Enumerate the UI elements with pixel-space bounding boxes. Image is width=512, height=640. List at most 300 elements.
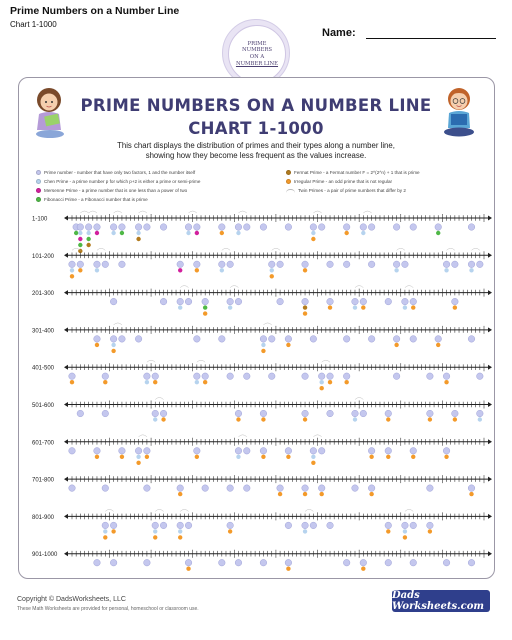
twin-prime-arc <box>155 398 163 400</box>
prime-dot <box>119 448 126 455</box>
usage-note: These Math Worksheets are provided for personal, homeschool or classroom use. <box>17 606 199 612</box>
chen-prime-dot <box>303 529 307 533</box>
chen-prime-dot <box>236 231 240 235</box>
legend-text: Fermat Prime - a Fermat number F = 2^(2^n) + 1 that is prime <box>294 170 420 175</box>
prime-dot <box>443 559 450 566</box>
twin-prime-arc <box>355 398 363 400</box>
prime-dot <box>185 522 192 529</box>
axis-arrow-left-icon <box>64 439 68 444</box>
irregular-prime-dot <box>286 343 290 347</box>
prime-dot <box>477 261 484 268</box>
irregular-prime-dot <box>120 455 124 459</box>
irregular-prime-dot <box>386 455 390 459</box>
irregular-prime-dot <box>344 380 348 384</box>
chen-prime-dot <box>270 268 274 272</box>
prime-dot <box>77 261 84 268</box>
twin-prime-arc <box>114 323 122 325</box>
prime-dot <box>443 261 450 268</box>
axis-arrow-right-icon <box>488 216 492 221</box>
irregular-prime-dot <box>220 231 224 235</box>
prime-dot <box>302 410 309 417</box>
prime-dot <box>135 448 142 455</box>
chen-prime-dot <box>178 305 182 309</box>
range-label: 401-500 <box>32 365 55 372</box>
fibonacci-prime-dot <box>78 243 82 247</box>
prime-dot <box>227 522 234 529</box>
prime-dot <box>152 373 159 380</box>
prime-dot <box>102 410 109 417</box>
twin-prime-arc <box>189 211 197 213</box>
chart-title: PRIME NUMBERS ON A NUMBER LINE <box>80 96 432 115</box>
twin-prime-arc <box>139 211 147 213</box>
twin-prime-arc <box>305 509 313 511</box>
prime-dot <box>410 298 417 305</box>
twin-prime-arc <box>313 211 321 213</box>
irregular-prime-dot <box>195 268 199 272</box>
badge-line: NUMBER LINE <box>235 60 279 67</box>
chen-prime-dot <box>86 231 90 235</box>
badge-line: PRIME <box>247 40 267 47</box>
prime-dot <box>410 522 417 529</box>
irregular-prime-dot <box>436 343 440 347</box>
prime-dot <box>410 336 417 343</box>
fermat-prime-dot <box>136 237 140 241</box>
prime-dot <box>368 336 375 343</box>
mersenne-prime-dot <box>95 231 99 235</box>
number-line-row <box>32 248 492 278</box>
prime-dot <box>327 373 334 380</box>
prime-dot <box>119 261 126 268</box>
twin-prime-arc <box>114 211 122 213</box>
twin-prime-arc <box>97 248 105 250</box>
range-label: 901-1000 <box>32 552 58 559</box>
twin-prime-arc <box>472 248 480 250</box>
axis-arrow-right-icon <box>488 290 492 295</box>
range-label: 301-400 <box>32 328 55 335</box>
prime-dot <box>219 559 226 566</box>
prime-dot <box>427 373 434 380</box>
prime-dot <box>393 224 400 231</box>
irregular-prime-dot <box>136 461 140 465</box>
irregular-prime-dot <box>369 455 373 459</box>
range-label: 201-300 <box>32 291 55 298</box>
irregular-prime-dot <box>153 380 157 384</box>
irregular-prime-dot <box>428 529 432 533</box>
irregular-prime-dot <box>278 492 282 496</box>
prime-dot <box>318 485 325 492</box>
irregular-prime-dot <box>386 529 390 533</box>
prime-dot <box>352 298 359 305</box>
brand-logo: Dads Worksheets.com <box>392 590 490 612</box>
prime-dot <box>69 485 76 492</box>
chen-prime-dot <box>195 380 199 384</box>
prime-dot <box>185 298 192 305</box>
prime-dot <box>452 298 459 305</box>
irregular-prime-dot <box>161 417 165 421</box>
range-label: 101-200 <box>32 253 55 260</box>
fibonacci-prime-dot <box>203 305 207 309</box>
chen-prime-dot <box>236 455 240 459</box>
prime-dot <box>94 224 101 231</box>
twin-prime-arc <box>405 509 413 511</box>
irregular-prime-dot <box>95 343 99 347</box>
prime-dot <box>277 485 284 492</box>
mersenne-prime-dot <box>195 231 199 235</box>
range-label: 801-900 <box>32 514 55 521</box>
fibonacci-prime-dot <box>74 231 78 235</box>
twin-prime-arc <box>238 435 246 437</box>
prime-dot <box>152 410 159 417</box>
prime-dot <box>235 448 242 455</box>
chen-prime-dot <box>361 231 365 235</box>
prime-dot <box>393 373 400 380</box>
irregular-prime-dot <box>469 492 473 496</box>
prime-dot <box>235 298 242 305</box>
irregular-prime-dot <box>369 492 373 496</box>
irregular-prime-dot <box>186 567 190 571</box>
axis-arrow-left-icon <box>64 290 68 295</box>
irregular-prime-dot <box>153 535 157 539</box>
prime-dot <box>360 559 367 566</box>
prime-dot <box>235 224 242 231</box>
prime-dot <box>235 559 242 566</box>
prime-dot <box>360 224 367 231</box>
number-line-row <box>32 323 492 353</box>
prime-dot <box>135 224 142 231</box>
prime-dot <box>368 261 375 268</box>
badge-line: ON A <box>249 54 265 60</box>
irregular-prime-dot <box>453 305 457 309</box>
prime-dot <box>160 522 167 529</box>
twin-prime-arc <box>89 211 97 213</box>
prime-dot <box>302 261 309 268</box>
chen-prime-dot <box>311 455 315 459</box>
number-line-row <box>32 211 492 253</box>
prime-dot <box>194 261 201 268</box>
prime-dot <box>260 224 267 231</box>
irregular-prime-dot <box>344 231 348 235</box>
prime-dot <box>77 224 84 231</box>
irregular-prime-dot <box>428 417 432 421</box>
prime-dot <box>402 261 409 268</box>
prime-dot <box>243 224 250 231</box>
prime-dot <box>285 559 292 566</box>
prime-dot <box>302 298 309 305</box>
twin-prime-arc <box>155 509 163 511</box>
prime-dot <box>260 559 267 566</box>
prime-dot <box>194 224 201 231</box>
prime-dot <box>110 559 117 566</box>
prime-dot <box>119 224 126 231</box>
prime-dot <box>119 336 126 343</box>
prime-dot <box>435 336 442 343</box>
prime-dot <box>310 224 317 231</box>
prime-dot <box>310 336 317 343</box>
chen-prime-dot <box>103 529 107 533</box>
prime-dot <box>177 485 184 492</box>
axis-arrow-right-icon <box>488 365 492 370</box>
prime-dot <box>468 224 475 231</box>
twin-prime-arc <box>180 286 188 288</box>
prime-dot <box>69 261 76 268</box>
irregular-prime-dot <box>228 529 232 533</box>
prime-dot <box>235 410 242 417</box>
irregular-prime-dot <box>261 417 265 421</box>
range-label: 501-600 <box>32 403 55 409</box>
twin-prime-arc <box>272 248 280 250</box>
prime-dot <box>194 336 201 343</box>
prime-dot <box>352 410 359 417</box>
chen-prime-dot <box>403 529 407 533</box>
prime-dot <box>227 485 234 492</box>
prime-dot <box>402 298 409 305</box>
irregular-prime-dot <box>178 492 182 496</box>
prime-dot <box>343 336 350 343</box>
twin-prime-arc <box>139 435 147 437</box>
twin-prime-arc <box>447 248 455 250</box>
twin-prime-arc <box>355 286 363 288</box>
chen-prime-dot <box>311 231 315 235</box>
chen-prime-dot <box>178 529 182 533</box>
prime-dot <box>385 298 392 305</box>
prime-dot <box>310 522 317 529</box>
prime-dot <box>452 410 459 417</box>
irregular-prime-dot <box>303 311 307 315</box>
number-line-row <box>32 286 492 316</box>
prime-dot <box>302 373 309 380</box>
prime-dot <box>185 224 192 231</box>
twin-prime-arc <box>180 509 188 511</box>
prime-dot <box>135 336 142 343</box>
axis-arrow-left-icon <box>64 365 68 370</box>
prime-dot <box>410 448 417 455</box>
prime-dot <box>85 224 92 231</box>
irregular-prime-dot <box>403 535 407 539</box>
prime-dot <box>268 373 275 380</box>
number-line-row <box>32 550 492 571</box>
chen-prime-dot <box>261 343 265 347</box>
prime-dot <box>343 559 350 566</box>
prime-dot <box>77 410 84 417</box>
number-line-row <box>32 360 492 390</box>
number-line-row <box>32 435 492 465</box>
prime-dot <box>219 224 226 231</box>
mersenne-prime-dot <box>178 268 182 272</box>
twin-prime-arc <box>313 435 321 437</box>
prime-dot <box>385 522 392 529</box>
chen-prime-dot <box>478 417 482 421</box>
badge-line: NUMBERS <box>242 47 272 54</box>
irregular-prime-dot <box>103 380 107 384</box>
prime-dot <box>227 373 234 380</box>
prime-dot <box>477 410 484 417</box>
chen-prime-dot <box>136 455 140 459</box>
prime-dot <box>102 522 109 529</box>
prime-dot <box>94 336 101 343</box>
twin-prime-arc <box>105 509 113 511</box>
prime-dot <box>352 485 359 492</box>
prime-dot <box>343 224 350 231</box>
prime-dot <box>427 410 434 417</box>
prime-dot <box>385 559 392 566</box>
prime-dot <box>477 373 484 380</box>
prime-dot <box>202 373 209 380</box>
chen-prime-dot <box>444 268 448 272</box>
twin-prime-arc <box>363 211 371 213</box>
legend-text: Irregular Prime - an odd prime that is not regular <box>294 179 393 184</box>
fibonacci-prime-dot <box>86 237 90 241</box>
prime-dot <box>177 298 184 305</box>
name-label: Name: <box>322 27 356 39</box>
prime-dot <box>102 261 109 268</box>
chen-prime-dot <box>319 380 323 384</box>
prime-dot <box>327 298 334 305</box>
chen-prime-dot <box>153 417 157 421</box>
irregular-prime-dot <box>394 343 398 347</box>
chart-subtitle: CHART 1-1000 <box>188 119 324 138</box>
prime-dot <box>177 522 184 529</box>
axis-arrow-right-icon <box>488 402 492 407</box>
prime-dot <box>277 261 284 268</box>
prime-dot <box>410 559 417 566</box>
irregular-prime-dot <box>444 455 448 459</box>
prime-dot <box>243 373 250 380</box>
range-label: 701-800 <box>32 477 55 484</box>
range-label: 601-700 <box>32 440 55 447</box>
copyright-text: Copyright © DadsWorksheets, LLC <box>17 596 126 603</box>
irregular-prime-dot <box>195 455 199 459</box>
prime-dot <box>94 559 101 566</box>
prime-dot <box>194 448 201 455</box>
prime-dot <box>443 373 450 380</box>
prime-dot <box>144 224 151 231</box>
irregular-prime-dot <box>111 529 115 533</box>
prime-dot <box>177 261 184 268</box>
prime-dot <box>302 485 309 492</box>
fibonacci-prime-dot <box>436 231 440 235</box>
chen-prime-dot <box>403 305 407 309</box>
prime-dot <box>227 261 234 268</box>
prime-dot <box>277 298 284 305</box>
prime-dot <box>327 522 334 529</box>
prime-dot <box>302 522 309 529</box>
chen-prime-dot <box>95 268 99 272</box>
irregular-prime-dot <box>361 305 365 309</box>
legend-text: Fibonacci Prime - a Fibonacci number that is prime <box>44 197 148 202</box>
irregular-prime-dot <box>111 349 115 353</box>
prime-dot <box>468 559 475 566</box>
irregular-prime-dot <box>444 380 448 384</box>
prime-dot <box>468 261 475 268</box>
chen-prime-dot <box>70 268 74 272</box>
prime-dot <box>152 522 159 529</box>
irregular-prime-dot <box>178 535 182 539</box>
prime-dot <box>160 410 167 417</box>
legend-text: Mersenne Prime - a prime number that is one less than a power of two <box>44 188 188 193</box>
irregular-prime-dot <box>303 417 307 421</box>
chen-prime-dot <box>394 268 398 272</box>
irregular-prime-dot <box>145 455 149 459</box>
irregular-prime-dot <box>95 455 99 459</box>
irregular-prime-dot <box>261 349 265 353</box>
prime-dot <box>393 261 400 268</box>
prime-dot <box>402 522 409 529</box>
prime-dot <box>468 336 475 343</box>
prime-dot <box>243 485 250 492</box>
twin-prime-arc <box>147 360 155 362</box>
irregular-prime-dot <box>70 380 74 384</box>
prime-dot <box>219 261 226 268</box>
irregular-prime-dot <box>311 237 315 241</box>
prime-dot <box>360 410 367 417</box>
prime-dot <box>110 224 117 231</box>
irregular-prime-dot <box>270 274 274 278</box>
prime-dot <box>285 448 292 455</box>
irregular-prime-dot <box>303 492 307 496</box>
prime-dot <box>110 298 117 305</box>
prime-dot <box>385 410 392 417</box>
axis-arrow-left-icon <box>64 551 68 556</box>
legend-text: Prime number - number that have only two factors, 1 and the number itself <box>44 170 196 175</box>
fibonacci-prime-dot <box>120 231 124 235</box>
prime-dot <box>160 298 167 305</box>
irregular-prime-dot <box>411 455 415 459</box>
axis-arrow-right-icon <box>488 327 492 332</box>
chen-prime-dot <box>186 231 190 235</box>
prime-dot <box>268 261 275 268</box>
chen-prime-dot <box>469 268 473 272</box>
prime-dot <box>94 448 101 455</box>
prime-dot <box>69 448 76 455</box>
twin-prime-arc <box>397 248 405 250</box>
irregular-prime-dot <box>453 417 457 421</box>
twin-prime-arc <box>197 360 205 362</box>
prime-dot <box>102 373 109 380</box>
mersenne-prime-dot <box>78 237 82 241</box>
axis-arrow-right-icon <box>488 477 492 482</box>
number-line-row <box>32 398 492 422</box>
prime-dot <box>452 261 459 268</box>
prime-dot <box>144 448 151 455</box>
prime-dot <box>327 261 334 268</box>
irregular-prime-dot <box>236 417 240 421</box>
prime-dot <box>368 448 375 455</box>
prime-dot <box>343 261 350 268</box>
twin-prime-arc <box>222 248 230 250</box>
prime-dot <box>227 298 234 305</box>
irregular-prime-dot <box>411 305 415 309</box>
twin-prime-arc <box>80 211 88 213</box>
irregular-prime-dot <box>203 380 207 384</box>
prime-dot <box>260 410 267 417</box>
prime-dot <box>318 224 325 231</box>
worksheet-subtitle: Chart 1-1000 <box>10 20 57 29</box>
fermat-prime-dot <box>303 305 307 309</box>
number-line-row <box>32 509 492 539</box>
axis-arrow-left-icon <box>64 402 68 407</box>
prime-dot <box>310 448 317 455</box>
fermat-prime-dot <box>86 243 90 247</box>
chen-prime-dot <box>78 231 82 235</box>
worksheet-title: Prime Numbers on a Number Line <box>10 5 180 17</box>
prime-dot <box>219 336 226 343</box>
chen-prime-dot <box>136 231 140 235</box>
prime-dot <box>69 373 76 380</box>
prime-dot <box>427 522 434 529</box>
prime-dot <box>360 298 367 305</box>
prime-dot <box>318 448 325 455</box>
twin-prime-arc <box>263 323 271 325</box>
